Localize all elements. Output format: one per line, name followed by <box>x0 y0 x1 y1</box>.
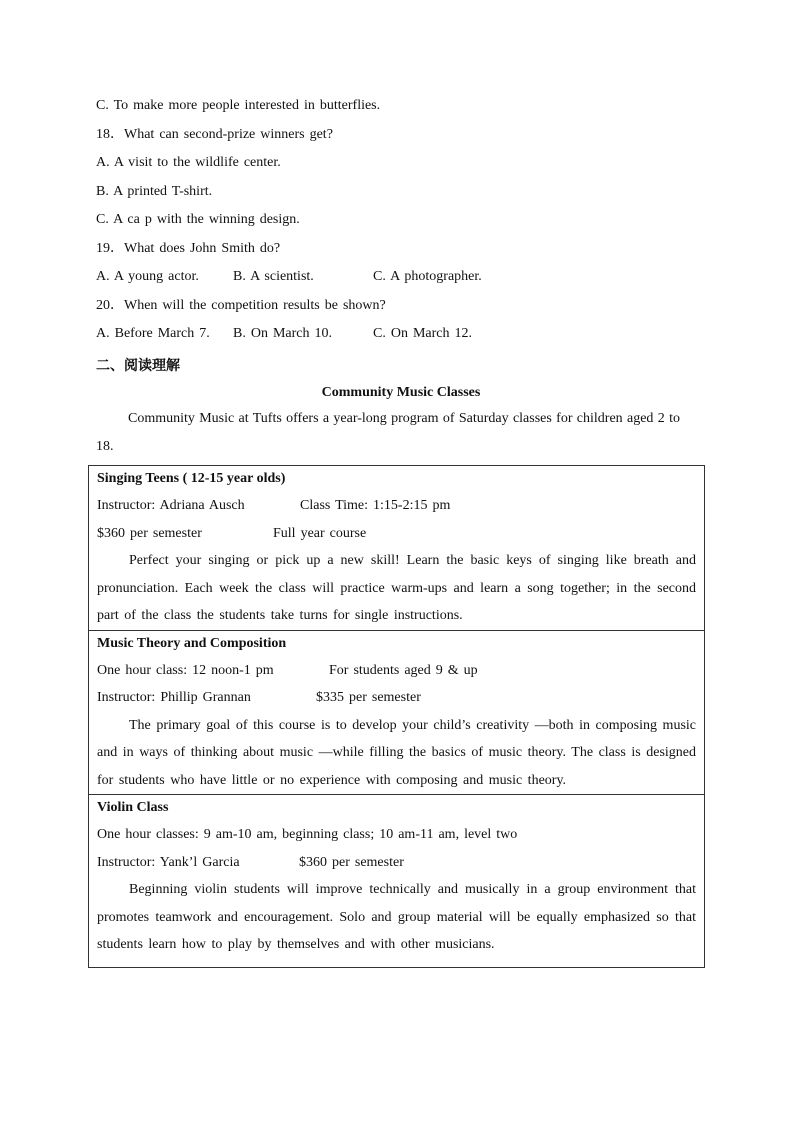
class-instructor: Instructor: Yank’l Garcia <box>97 854 240 870</box>
class-details-line <box>97 821 696 849</box>
passage-intro: Community Music at Tufts offers a year-long program of Saturday classes for children aged 2 to 18. <box>96 410 680 454</box>
class-cell <box>89 630 705 795</box>
class-row-music-theory <box>89 630 705 795</box>
class-cell <box>89 795 705 968</box>
class-time: One hour classes: 9 am-10 am, beginning class; 10 am-11 am, level two <box>97 827 518 842</box>
q18-option-c: C. A ca p with the winning design. <box>96 212 300 227</box>
class-time: Class Time: 1:15-2:15 pm <box>300 498 451 513</box>
class-details-line <box>97 520 696 548</box>
q19-options <box>96 263 706 292</box>
class-title: Singing Teens ( 12-15 year olds) <box>97 471 286 486</box>
class-title: Music Theory and Composition <box>97 635 287 651</box>
q20-stem: 20．When will the competition results be shown? <box>96 297 386 313</box>
document-page <box>96 92 706 462</box>
q20-option-a: A. Before March 7. <box>96 326 210 341</box>
class-instructor: Instructor: Phillip Grannan <box>97 690 251 705</box>
classes-table <box>88 465 705 968</box>
class-age: For students aged 9 & up <box>329 662 478 678</box>
class-row-violin <box>89 795 705 968</box>
q20-option-b: B. On March 10. <box>233 326 332 341</box>
section-heading: 二、阅读理解 <box>96 357 180 374</box>
class-description: Perfect your singing or pick up a new skill! Learn the basic keys of singing like breath and pronunciation. Each week the class will practice warm-ups and learn a song together; in the second part of the class the students take turns for single instructions. <box>97 553 696 623</box>
class-description: Beginning violin students will improve technically and musically in a group environment that promotes teamwork and encouragement. Solo and group material will be equally emphasized so that students learn how to play by themselves and with other musicians. <box>97 882 696 952</box>
class-duration: Full year course <box>273 525 367 541</box>
class-description: The primary goal of this course is to develop your child’s creativity —both in composing music and in ways of thinking about music —while filling the basics of music theory. The class is designed for students who have little or no experience with composing and music theory. <box>97 717 696 788</box>
class-price: $360 per semester <box>299 854 404 870</box>
q18-stem: 18．What can second-prize winners get? <box>96 126 333 142</box>
q17-option-c: C. To make more people interested in butterflies. <box>96 98 381 113</box>
class-details-line <box>97 657 696 685</box>
q19-stem: 19．What does John Smith do? <box>96 240 281 256</box>
class-instructor: Instructor: Adriana Ausch <box>97 498 245 513</box>
q18-option-b: B. A printed T-shirt. <box>96 183 213 199</box>
class-price: $335 per semester <box>316 690 421 705</box>
q19-option-b: B. A scientist. <box>233 269 314 284</box>
class-title: Violin Class <box>97 800 169 815</box>
class-cell <box>89 466 705 631</box>
q19-option-a: A. A young actor. <box>96 269 199 284</box>
class-price: $360 per semester <box>97 525 202 541</box>
q18-option-a: A. A visit to the wildlife center. <box>96 155 281 170</box>
class-details-line <box>97 492 696 520</box>
class-details-line <box>97 684 696 712</box>
class-details-line <box>97 849 696 877</box>
passage-title: Community Music Classes <box>321 384 481 400</box>
q19-option-c: C. A photographer. <box>373 269 482 284</box>
class-time: One hour class: 12 noon-1 pm <box>97 662 274 678</box>
class-row-singing-teens <box>89 466 705 631</box>
q20-option-c: C. On March 12. <box>373 326 472 341</box>
q20-options <box>96 320 706 349</box>
